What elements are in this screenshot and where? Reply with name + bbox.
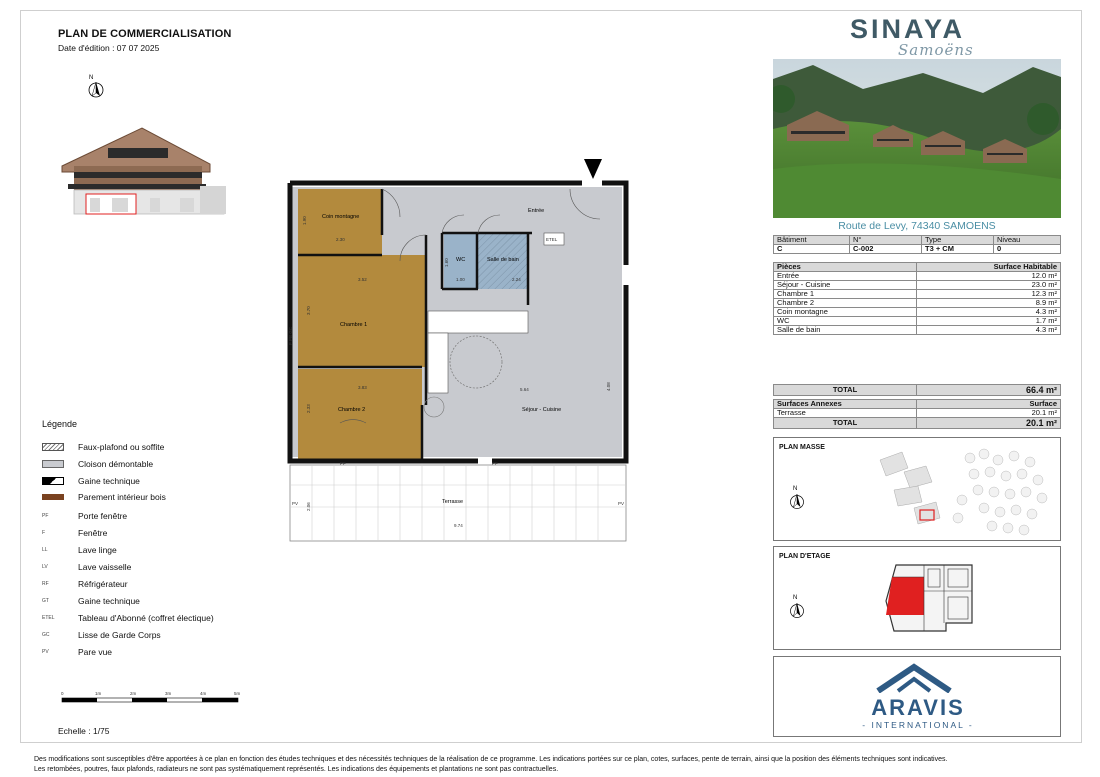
disclaimer-line-2: Les retombées, poutres, faux plafonds, radiateurs ne sont pas systématiquement représentés. Les indications des équipements et plantations ne sont pas contractuelles. <box>34 765 559 773</box>
legend-label: Lave linge <box>78 545 117 555</box>
identity-value: 0 <box>994 245 1061 254</box>
plan-etage-north: N <box>793 595 798 601</box>
total-habitable-table <box>773 384 1061 396</box>
identity-value: C <box>774 245 850 254</box>
dim-sdb-w: 2.24 <box>512 277 521 282</box>
label-coin-montagne: Coin montagne <box>322 214 360 220</box>
legend-label: Gaine technique <box>78 476 140 486</box>
room-area: 4.3 m² <box>917 326 1061 335</box>
scale-bar <box>58 688 248 708</box>
scale-tick-2: 2m <box>130 691 137 696</box>
legend-item-parement-bois <box>42 490 166 504</box>
north-arrow-icon <box>86 72 106 100</box>
document-title: PLAN DE COMMERCIALISATION <box>58 28 232 40</box>
table-row <box>774 290 1061 299</box>
label-entree: Entrée <box>528 208 545 214</box>
dim-c1-h: 3.70 <box>306 306 311 315</box>
room-area: 23.0 m² <box>917 281 1061 290</box>
room-name: Salle de bain <box>774 326 917 335</box>
disclaimer <box>34 755 1074 774</box>
aravis-mountain-icon <box>874 663 954 693</box>
dim-cm-w: 2.30 <box>336 237 345 242</box>
room-area: 8.9 m² <box>917 299 1061 308</box>
annexes-total-value: 20.1 m² <box>917 418 1061 429</box>
tag-pf-1: PF <box>340 461 346 466</box>
label-chambre-2: Chambre 2 <box>338 407 366 413</box>
scale-label: Echelle : 1/75 <box>58 726 110 736</box>
dim-cm-h: 1.90 <box>302 216 307 225</box>
plan-masse-title: PLAN MASSE <box>779 444 825 451</box>
legend-item-etel <box>42 611 214 625</box>
dim-terrasse-w: 9.74 <box>454 523 463 528</box>
total-habitable-value: 66.4 m² <box>917 385 1061 396</box>
room-name: Chambre 2 <box>774 299 917 308</box>
hatch-swatch-icon <box>42 443 64 451</box>
identity-value: C-002 <box>850 245 922 254</box>
rooms-header-right: Surface Habitable <box>917 263 1061 272</box>
room-name: Séjour - Cuisine <box>774 281 917 290</box>
apartment-identity-table <box>773 235 1061 254</box>
annexes-table <box>773 399 1061 429</box>
table-row <box>774 409 1061 418</box>
gaine-swatch-icon <box>42 477 64 485</box>
legend-item-porte-fenetre <box>42 509 127 523</box>
room-area: 4.3 m² <box>917 308 1061 317</box>
legend-code: PV <box>42 649 49 655</box>
legend-label: Tableau d'Abonné (coffret électique) <box>78 613 214 623</box>
legend-code: LL <box>42 547 48 553</box>
tag-etel: ETEL <box>546 237 558 242</box>
plan-etage-box <box>773 546 1061 650</box>
legend-code: F <box>42 530 46 536</box>
floor-plan <box>282 155 640 547</box>
dim-c1-w: 3.52 <box>358 277 367 282</box>
brand-subtitle: Samoëns <box>898 41 974 59</box>
annex-area: 20.1 m² <box>917 409 1061 418</box>
wood-swatch-icon <box>42 494 64 500</box>
rooms-header-left: Pièces <box>774 263 917 272</box>
legend-item-gaine-technique <box>42 594 140 608</box>
scale-tick-5: 5m <box>234 691 241 696</box>
scale-tick-3: 3m <box>165 691 172 696</box>
legend-item-cloison <box>42 457 153 471</box>
room-area: 12.3 m² <box>917 290 1061 299</box>
identity-header: N° <box>850 236 922 245</box>
legend-label: Fenêtre <box>78 528 108 538</box>
identity-header: Niveau <box>994 236 1061 245</box>
table-row <box>774 308 1061 317</box>
legend-item-lave-linge <box>42 543 117 557</box>
legend-label: Réfrigérateur <box>78 579 128 589</box>
developer-name: ARAVIS <box>871 695 965 720</box>
tag-window-left: F PB GC <box>288 326 293 345</box>
legend-item-fenetre <box>42 526 107 540</box>
label-chambre-1: Chambre 1 <box>340 322 368 328</box>
room-coin-montagne <box>298 189 382 255</box>
identity-header: Bâtiment <box>774 236 850 245</box>
legend-title: Légende <box>42 419 78 429</box>
dim-wc-h: 1.60 <box>444 258 449 267</box>
room-name: Chambre 1 <box>774 290 917 299</box>
edition-date: Date d'édition : 07 07 2025 <box>58 43 160 53</box>
disclaimer-line-1: Des modifications sont susceptibles d'être apportées à ce plan en fonction des études techniques et des nécessités techniques de la réalisation de ce programme. Les indications portées sur ce plan, cotes, surfaces, pente de terrain, ainsi que la position des éléments techniques sont indicatives. <box>34 756 948 763</box>
building-elevation-image <box>60 124 230 216</box>
room-area: 12.0 m² <box>917 272 1061 281</box>
plan-etage-title: PLAN D'ETAGE <box>779 553 831 560</box>
cloison-swatch-icon <box>42 460 64 468</box>
legend-label: Pare vue <box>78 647 113 657</box>
scale-tick-0: 0 <box>61 691 64 696</box>
annex-name: Terrasse <box>774 409 917 418</box>
dim-wc-w: 1.00 <box>456 277 465 282</box>
dim-c2-w: 3.83 <box>358 385 367 390</box>
north-label: N <box>89 75 94 81</box>
label-wc: WC <box>456 257 466 263</box>
legend-code: ETEL <box>42 615 55 621</box>
dim-sejour-w: 5.64 <box>520 387 529 392</box>
total-label: TOTAL <box>774 385 917 396</box>
room-chambre-2 <box>298 369 422 459</box>
legend-code: PF <box>42 513 49 519</box>
label-salle-de-bain: Salle de bain <box>487 257 519 263</box>
legend-label: Parement intérieur bois <box>78 492 166 502</box>
legend-label: Lave vaisselle <box>78 562 132 572</box>
plan-masse-north: N <box>793 486 798 492</box>
legend-item-faux-plafond <box>42 440 164 454</box>
legend-code: LV <box>42 564 48 570</box>
annexes-header-right: Surface <box>917 400 1061 409</box>
legend-item-lave-vaisselle <box>42 560 131 574</box>
dim-terrasse-h: 2.06 <box>306 502 311 511</box>
room-name: WC <box>774 317 917 326</box>
room-area: 1.7 m² <box>917 317 1061 326</box>
aravis-logo-box <box>773 656 1061 737</box>
tag-pf-2: PF <box>492 461 498 466</box>
table-row <box>774 281 1061 290</box>
room-name: Coin montagne <box>774 308 917 317</box>
tag-pv-right: PV <box>618 501 625 506</box>
residence-photo-image <box>773 59 1061 218</box>
legend-label: Faux-plafond ou soffite <box>78 442 165 452</box>
label-sejour-cuisine: Séjour - Cuisine <box>522 407 562 413</box>
developer-subtitle: - INTERNATIONAL - <box>862 720 974 730</box>
address: Route de Levy, 74340 SAMOENS <box>838 220 996 232</box>
room-chambre-1 <box>298 255 426 367</box>
legend-item-garde-corps <box>42 628 161 642</box>
legend-item-refrigerateur <box>42 577 128 591</box>
north-arrow-icon <box>788 484 806 512</box>
rooms-table <box>773 262 1061 335</box>
legend-label: Gaine technique <box>78 596 140 606</box>
floor-key-plan-image <box>882 561 978 633</box>
legend-label: Cloison démontable <box>78 459 154 469</box>
site-plan-image <box>874 442 1058 540</box>
legend-label: Porte fenêtre <box>78 511 128 521</box>
annexes-total-label: TOTAL <box>774 418 917 429</box>
table-row <box>774 326 1061 335</box>
legend-code: GT <box>42 598 49 604</box>
identity-value: T3 + CM <box>922 245 994 254</box>
legend-item-pare-vue <box>42 645 112 659</box>
legend-code: RF <box>42 581 49 587</box>
dim-sejour-h: 4.08 <box>606 382 611 391</box>
plan-masse-box <box>773 437 1061 541</box>
sinaya-logo <box>850 14 990 58</box>
entrance-arrow-icon <box>584 159 602 179</box>
legend-item-gaine <box>42 474 140 488</box>
legend-label: Lisse de Garde Corps <box>78 630 161 640</box>
label-terrasse: Terrasse <box>442 499 464 505</box>
annexes-header-left: Surfaces Annexes <box>774 400 917 409</box>
room-name: Entrée <box>774 272 917 281</box>
identity-header: Type <box>922 236 994 245</box>
scale-tick-1: 1m <box>95 691 102 696</box>
north-arrow-icon <box>788 593 806 621</box>
scale-tick-4: 4m <box>200 691 207 696</box>
tag-pv-left: PV <box>292 501 299 506</box>
brand-name: SINAYA <box>850 14 966 44</box>
dim-c2-h: 2.33 <box>306 404 311 413</box>
legend-code: GC <box>42 632 50 638</box>
